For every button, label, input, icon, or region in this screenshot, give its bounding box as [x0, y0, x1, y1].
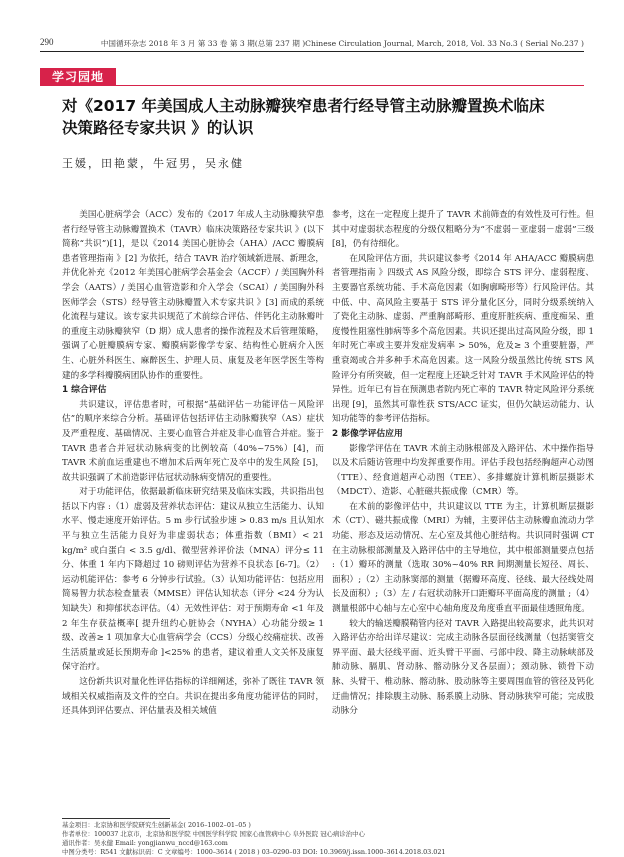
section-heading: 1 综合评估 [62, 385, 107, 396]
section-banner: 学习园地 [40, 68, 116, 86]
paragraph: 在风险评估方面，共识建议参考《2014 年 AHA/ACC 瓣膜病患者管理指南 》四级式 AS 风险分级，即综合 STS 评分、虚弱程度、主要器官系统功能、手术高危因素（如胸廓畸形等）行风险评估。其中低、中、高风险主要基于 STS 评分量化区分，同时分级系统纳入了瓷化主动脉、虚弱、严重胸部畸形、重度肝脏疾病、重度痴呆、重度慢性阻塞性肺病等多个高危因素。共识还提出过高风险分级，即 1 年时死亡率或主要并发症发病率 > 50%，危及≥ 3 个重要脏器，严重衰竭或合并多种手术高危因素。这一风险分级虽然比传统 STS 风险评分有所突破，但一定程度上还缺乏针对 TAVR 手术风险评估的特异性。近年已有旨在预测患者院内死亡率的 TAVR 特定风险评分系统出现 [9]，虽然其可靠性获 STS/ACC 证实，但仍欠缺运动能力、认知功能等的参考评估指标。 [332, 253, 594, 425]
paragraph: 这份新共识对量化性评估指标的详细阐述，弥补了既往 TAVR 领域相关权威指南及文件的空白。共识在提出多角度功能评估的同时，还具体到评估要点、评估量表及相关域值 [62, 677, 324, 717]
authors: 王媛，田艳蒙，牛冠男，吴永健 [62, 157, 244, 170]
paragraph: 参考，这在一定程度上提升了 TAVR 术前筛查的有效性及可行性。但其中对虚弱状态程度的分级仅粗略分为“不虚弱－亚虚弱－虚弱”三级 [8]，仍有待细化。 [332, 210, 594, 250]
left-column [62, 208, 324, 719]
funding-note: 基金项目：北京协和医学院研究生创新基金( 2016–1002–01–05 ) [62, 821, 251, 829]
title-line-1: 对《2017 年美国成人主动脉瓣狭窄患者行经导管主动脉瓣置换术临床 [62, 97, 545, 115]
page-number: 290 [40, 37, 54, 47]
title-line-2: 决策路径专家共识 》的认识 [62, 119, 254, 137]
header-rule [40, 51, 584, 52]
journal-info: 中国循环杂志 2018 年 3 月 第 33 卷 第 3 期(总第 237 期 )Chinese Circulation Journal, March, 2018, Vol. 33 No.3 ( Serial No.237 ) [100, 39, 584, 48]
section-heading: 2 影像学评估应用 [332, 428, 403, 439]
footnotes [62, 821, 584, 857]
footnote-rule [62, 818, 170, 819]
paragraph: 较大的输送瓣膜鞘管内径对 TAVR 入路提出较高要求，此共识对入路评估亦给出详尽建议：完成主动脉各层面径线测量（包括窦管交界平面、最大径线平面、近头臂干平面、弓部中段、降主动脉峡部及肺动脉、膈肌、肾动脉、髂动脉分叉各层面）；颈动脉、锁骨下动脉、头臂干、椎动脉、髂动脉、股动脉等主要周围血管的管径及钙化迂曲情况；排除腹主动脉、肠系膜上动脉、肾动脉狭窄可能；完成股动脉分 [332, 618, 594, 717]
paragraph: 共识建议，评估患者时，可根据“基础评估－功能评估－风险评估”的顺序来综合分析。基础评估包括评估主动脉瓣狭窄（AS）症状及严重程度、基础情况、主要心血管合并症及非心血管合并症。鉴于 TAVR 患者合并冠状动脉病变的比例较高（40%~75%）[4]，而 TAVR 术前血运重建也不增加术后两年死亡及卒中的发生风险 [5]，故共识强调了术前造影评估冠状动脉病变情况的重要性。 [62, 399, 324, 483]
right-column [332, 208, 594, 719]
article-title [62, 95, 574, 139]
classification-info: 中图分类号：R541 文献标识码：C 文章编号：1000–3614 ( 2018 ) 03–0290–03 DOI: 10.3969/j.issn.1000–3614.2018.03.021 [62, 848, 446, 856]
affiliation-note: 作者单位：100037 北京市，北京协和医学院 中国医学科学院 国家心血管病中心 阜外医院 冠心病诊治中心 [62, 830, 365, 838]
paragraph: 在术前的影像评估中，共识建议以 TTE 为主，计算机断层摄影术（CT）、磁共振成像（MRI）为辅，主要评估主动脉瓣血流动力学功能、形态及运动情况、左心室及其他心脏结构。共识同时强调 CT 在主动脉根部测量及入路评估中的主导地位，其中根部测量要点包括 :（1）瓣环的测量（选取 30%~40% RR 间期测量长短径、周长、面积）;（2）主动脉窦部的测量（据瓣环高度、径线、最大径线处周长及面积）;（3）左 / 右冠状动脉开口距瓣环平面高度的测量 ;（4）测量根部中心轴与左心室中心轴角度及角度垂直平面最佳透照角度。 [332, 501, 594, 615]
paragraph: 影像学评估在 TAVR 术前主动脉根部及入路评估、术中操作指导以及术后随访管理中均发挥重要作用。评估手段包括经胸超声心动图（TTE）、经食道超声心动图（TEE）、多排螺旋计算机断层摄影术（MDCT）、造影、心脏磁共振成像（CMR）等。 [332, 443, 594, 498]
paragraph: 美国心脏病学会（ACC）发布的《2017 年成人主动脉瓣狭窄患者行经导管主动脉瓣置换术（TAVR）临床决策路径专家共识 》(以下简称“共识”)[1]，是以《2014 美国心脏协会（AHA）/ACC 瓣膜病患者管理指南 》[2] 为依托，结合 TAVR 治疗领域新进展、新理念，并优化补充《2012 年美国心脏病学会基金会（ACCF）/ 美国胸外科学会（AATS）/ 美国心血管造影和介入学会（SCAI）/ 美国胸外科医师学会（STS）经导管主动脉瓣置入术专家共识 》[3] 而成的系统化流程与建议。该专家共识规范了术前综合评估、伴钙化主动脉瓣叶的重度主动脉瓣狭窄（D 期）成人患者的操作流程及术后管理策略，强调了心脏瓣膜病专家、瓣膜病影像学专家、结构性心脏病介入医生、心脏外科医生、麻醉医生、护理人员、康复及老年医学医生等构建的多学科瓣膜病团队协作的重要性。 [62, 210, 324, 381]
banner-underline [40, 85, 584, 86]
corresponding-author: 通讯作者：吴永健 Email: yongjianwu_nccd@163.com [62, 839, 228, 847]
paragraph: 对于功能评估，依据最新临床研究结果及临床实践，共识指出包括以下内容 :（1）虚弱及营养状态评估：建议从独立生活能力、认知水平、慢走速度开始评估。5 m 步行试验步速 > 0.83 m/s 且认知水平与独立生活能力良好为非虚弱状态；体重指数（BMI）< 21 kg/m² 或白蛋白 < 3.5 g/dl、微型营养评价法（MNA）评分≤ 11 分、体重 1 年内下降超过 10 磅则评估为营养不良状态 [6-7]。（2）运动机能评估：参考 6 分钟步行试验。（3）认知功能评估：包括应用简易智力状态检查量表（MMSE）评估认知状态（评分 <24 分为认知缺失）和抑郁状态评估。（4）无效性评估：对于预期寿命 <1 年及 2 年生存获益概率[ 提升纽约心脏协会（NYHA）心功能分级≥ 1 级、改善≥ 1 项加拿大心血管病学会（CCS）分级心绞痛症状、改善生活质量或延长预期寿命 ]<25% 的患者，建议着重人文关怀及康复保守治疗。 [62, 487, 324, 673]
